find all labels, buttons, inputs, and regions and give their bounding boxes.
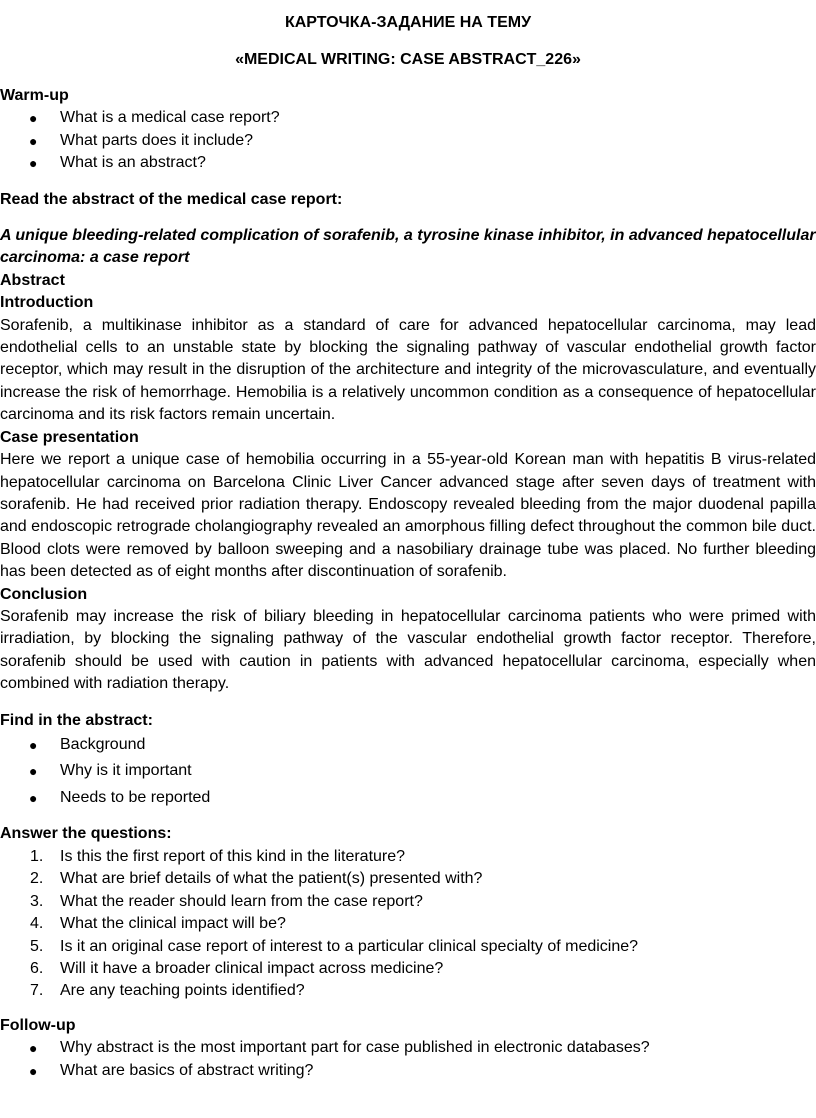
followup-list [0, 1037, 816, 1082]
title-line-2: «MEDICAL WRITING: CASE ABSTRACT_226» [235, 51, 581, 68]
bullet-icon: ● [29, 110, 38, 127]
conclusion-heading: Conclusion [0, 585, 88, 603]
answer-heading: Answer the questions: [0, 825, 172, 843]
case-presentation-heading: Case presentation [0, 428, 139, 446]
bullet-icon: ● [29, 736, 38, 753]
followup-heading: Follow-up [0, 1016, 76, 1034]
list-item: 7. Are any teaching points identified? [30, 982, 305, 1000]
list-item: 5. Is it an original case report of interest to a particular clinical specialty of medicine? [30, 937, 639, 955]
list-item: ● What is a medical case report? [0, 107, 816, 129]
bullet-icon: ● [29, 155, 38, 172]
list-item: ● Needs to be reported [0, 785, 816, 812]
case-presentation-text: Here we report a unique case of hemobilia occurring in a 55-year-old Korean man with hepatitis B virus-related hepatocellular carcinoma on Barcelona Clinic Liver Cancer advanced stage after seven days of treatment with sorafenib. He had received prior radiation therapy. Endoscopy revealed bleeding from the major duodenal papilla and endoscopic retrograde cholangiography revealed an amorphous filling defect throughout the common bile duct. Blood clots were removed by balloon sweeping and a nasobiliary drainage tube was placed. No further bleeding has been detected as of eight months after discontinuation of sorafenib. [0, 451, 816, 581]
bullet-icon: ● [29, 132, 38, 149]
abstract-heading: Abstract [0, 271, 65, 289]
answer-list [0, 846, 816, 1003]
conclusion-text: Sorafenib may increase the risk of biliary bleeding in hepatocellular carcinoma patients who were primed with irradiation, by blocking the signaling pathway of the vascular endothelial growth factor receptor. Therefore, sorafenib should be used with caution in patients with advanced hepatocellular carcinoma, especially when combined with radiation therapy. [0, 607, 816, 693]
list-item: 6. Will it have a broader clinical impact across medicine? [30, 959, 444, 977]
read-heading: Read the abstract of the medical case report: [0, 190, 343, 208]
bullet-icon: ● [29, 1040, 38, 1057]
warmup-list [0, 107, 816, 174]
list-item: ● Why abstract is the most important part for case published in electronic databases? [0, 1037, 816, 1059]
list-item: 4. What the clinical impact will be? [30, 915, 286, 933]
introduction-heading: Introduction [0, 294, 94, 312]
bullet-icon: ● [29, 1062, 38, 1079]
list-item: ● What are basics of abstract writing? [0, 1060, 816, 1082]
list-item: 3. What the reader should learn from the case report? [30, 892, 423, 910]
list-item: ● Why is it important [0, 758, 816, 785]
title-line-1: КАРТОЧКА-ЗАДАНИЕ НА ТЕМУ [284, 14, 532, 31]
list-item: 1. Is this the first report of this kind in the literature? [30, 847, 406, 865]
find-list [0, 732, 816, 812]
introduction-text: Sorafenib, a multikinase inhibitor as a standard of care for advanced hepatocellular carcinoma, may lead endothelial cells to an unstable state by blocking the signaling pathway of vascular endothelial growth factor receptor, which may result in the disruption of the architecture and integrity of the microvasculature, and eventually increase the risk of hemorrhage. Hemobilia is a relatively uncommon condition as a consequence of hepatocellular carcinoma and its risk factors remain uncertain. [0, 316, 816, 424]
list-item: ● What parts does it include? [0, 130, 816, 152]
warmup-heading: Warm-up [0, 87, 69, 104]
article-title: A unique bleeding-related complication of sorafenib, a tyrosine kinase inhibitor, in advanced hepatocellular carcinoma: a case report [0, 227, 816, 267]
list-item: ● What is an abstract? [0, 152, 816, 174]
find-heading: Find in the abstract: [0, 711, 153, 729]
list-item: 2. What are brief details of what the patient(s) presented with? [30, 870, 483, 888]
list-item: ● Background [0, 732, 816, 759]
bullet-icon: ● [29, 789, 38, 806]
bullet-icon: ● [29, 763, 38, 780]
